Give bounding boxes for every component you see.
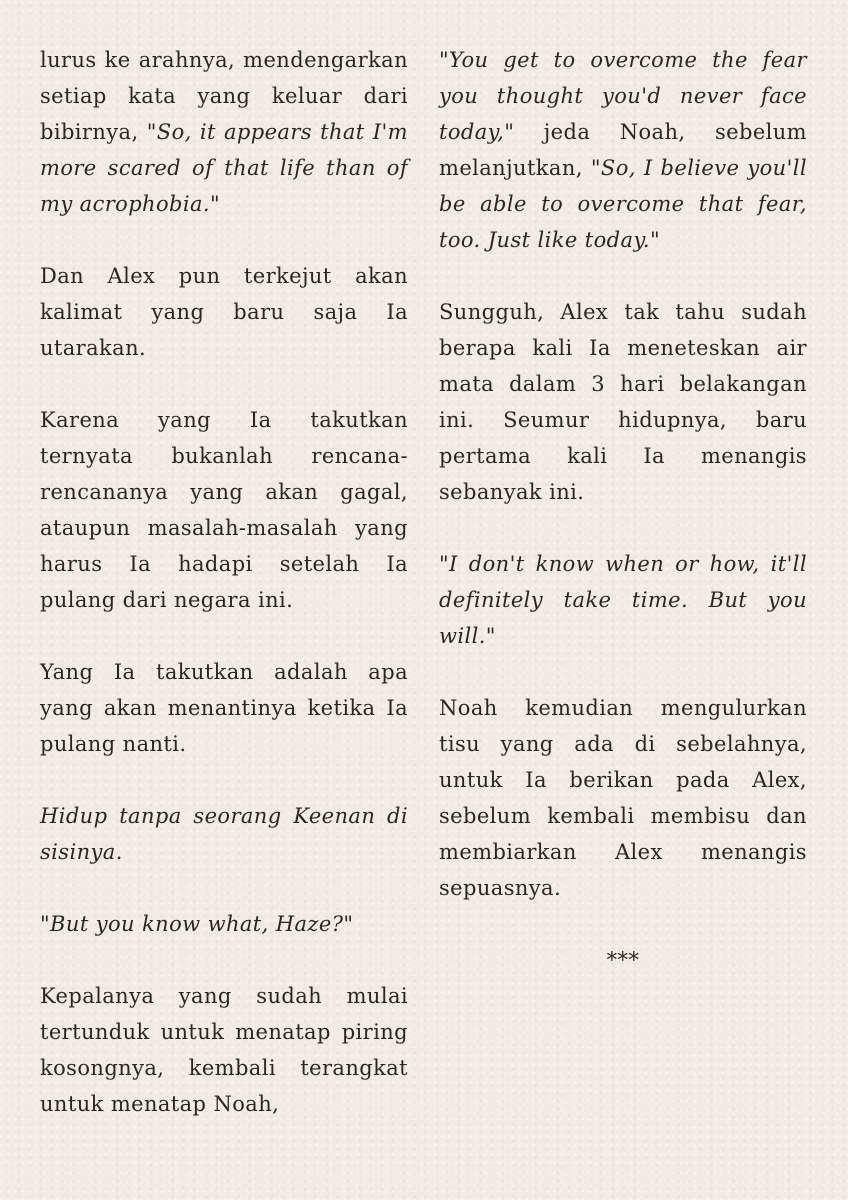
right-column: [439, 42, 807, 1014]
scene-separator: ***: [606, 948, 640, 972]
paragraph: Dan Alex pun terkejut akan kalimat yang baru saja Ia utarakan.: [40, 264, 408, 360]
dialogue-quote: "You get to overcome the fear you thought you'd never face today,": [439, 48, 807, 144]
dialogue-quote: "So, I believe you'll be able to overcome that fear, too. Just like today.": [439, 156, 807, 252]
paragraph: Kepalanya yang sudah mulai tertunduk untuk menatap piring kosongnya, kembali terangkat untuk menatap Noah,: [40, 984, 408, 1116]
paragraph-italic: [40, 798, 408, 870]
paragraph-italic: [439, 546, 807, 654]
paragraph: [40, 42, 408, 222]
dialogue-quote: "So, it appears that I'm more scared of that life than of my acrophobia.": [40, 120, 408, 216]
narration-text: jeda Noah, sebelum melanjutkan,: [439, 120, 807, 180]
paragraph: Karena yang Ia takutkan ternyata bukanlah rencana-rencananya yang akan gagal, ataupun masalah-masalah yang harus Ia hadapi setelah Ia pulang dari negara ini.: [40, 408, 408, 612]
paragraph: [439, 42, 807, 258]
italic-thought: Hidup tanpa seorang Keenan di sisinya.: [40, 804, 408, 864]
paragraph-italic: [40, 906, 408, 942]
dialogue-quote: "But you know what, Haze?": [40, 912, 354, 936]
paragraph: Noah kemudian mengulurkan tisu yang ada di sebelahnya, untuk Ia berikan pada Alex, sebelum kembali membisu dan membiarkan Alex menangis sepuasnya.: [439, 696, 807, 900]
paragraph: Yang Ia takutkan adalah apa yang akan menantinya ketika Ia pulang nanti.: [40, 660, 408, 756]
dialogue-quote: "I don't know when or how, it'll definitely take time. But you will.": [439, 552, 807, 648]
narration-text: lurus ke arahnya, mendengarkan setiap kata yang keluar dari bibirnya,: [40, 48, 408, 144]
paragraph: Sungguh, Alex tak tahu sudah berapa kali Ia meneteskan air mata dalam 3 hari belakangan ini. Seumur hidupnya, baru pertama kali Ia menangis sebanyak ini.: [439, 300, 807, 504]
left-column: [40, 42, 408, 1158]
